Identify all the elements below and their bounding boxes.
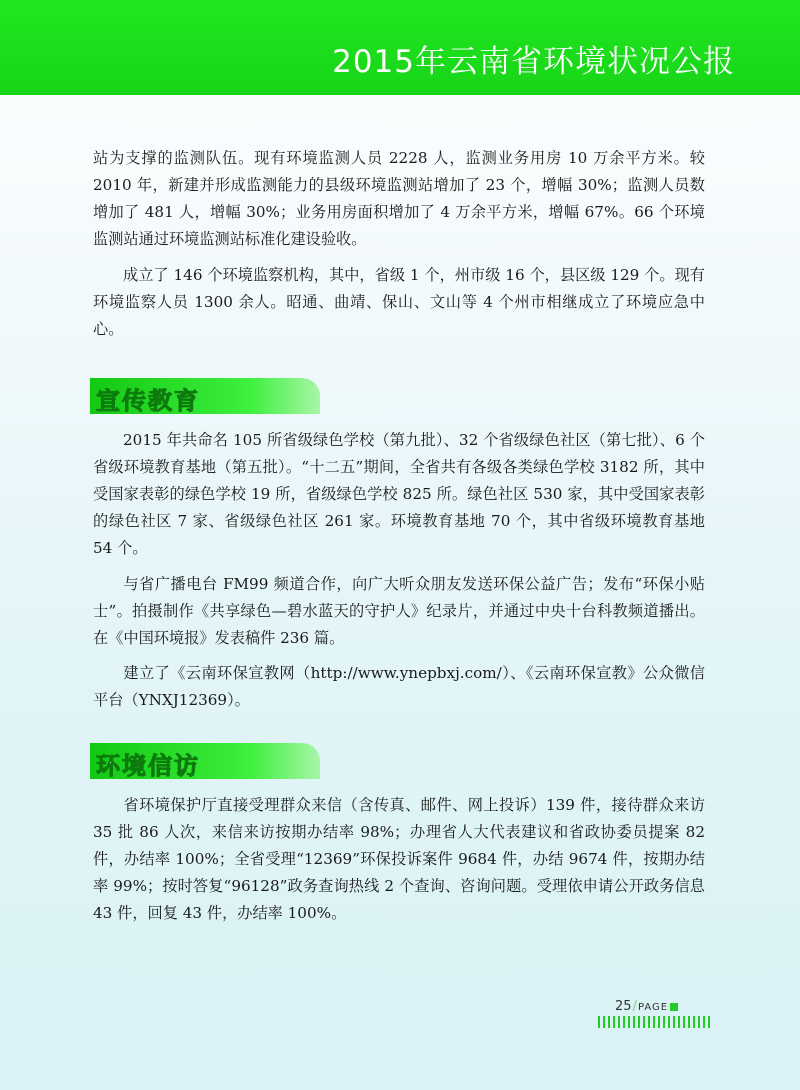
section-heading-label: 宣传教育 bbox=[96, 387, 200, 415]
section-heading-publicity bbox=[90, 378, 326, 416]
petition-paragraph-1-text: 省环境保护厅直接受理群众来信（含传真、邮件、网上投诉）139 件，接待群众来访 35 批 86 人次，来信来访按期办结率 98%；办理省人大代表建议和省政协委员提案 82 件，办结率 100%；全省受理“12369”环保投诉案件 9684 件，办结 9674 件，按期办结率 99%；按时答复“96128”政务查询热线 2 个查询、咨询问题。受理依申请公开政务信息 43 件，回复 43 件，办结率 100%。 bbox=[93, 796, 705, 922]
section-heading-petition bbox=[90, 743, 326, 781]
page-number-value: 25 bbox=[615, 999, 632, 1014]
section-heading-label: 环境信访 bbox=[96, 752, 200, 780]
publicity-paragraph-3 bbox=[93, 660, 705, 714]
intro-paragraph-1 bbox=[93, 145, 705, 253]
page-label: PAGE bbox=[637, 1002, 669, 1013]
publicity-paragraph-2-text: 与省广播电台 FM99 频道合作，向广大听众朋友发送环保公益广告；发布“环保小贴士”。拍摄制作《共享绿色—碧水蓝天的守护人》纪录片，并通过中央十台科教频道播出。在《中国环境报》发表稿件 236 篇。 bbox=[93, 575, 705, 647]
page-stripes-decoration bbox=[598, 1016, 710, 1028]
page-number bbox=[615, 999, 678, 1014]
page-slash: / bbox=[632, 999, 637, 1014]
publicity-paragraph-3-text: 建立了《云南环保宣教网（http://www.ynepbxj.com/）、《云南环保宣教》公众微信平台（YNXJ12369）。 bbox=[93, 664, 705, 709]
page-square-icon bbox=[670, 1003, 678, 1011]
page-title: 2015年云南省环境状况公报 bbox=[332, 44, 735, 80]
intro-paragraph-2 bbox=[93, 262, 705, 343]
publicity-paragraph-1 bbox=[93, 427, 705, 562]
intro-paragraph-1-text: 站为支撑的监测队伍。现有环境监测人员 2228 人，监测业务用房 10 万余平方米。较 2010 年，新建并形成监测能力的县级环境监测站增加了 23 个，增幅 30%；监测人员数增加了 481 人，增幅 30%；业务用房面积增加了 4 万余平方米，增幅 67%。66 个环境监测站通过环境监测站标准化建设验收。 bbox=[93, 149, 705, 248]
publicity-paragraph-2 bbox=[93, 571, 705, 652]
intro-paragraph-2-text: 成立了 146 个环境监察机构，其中，省级 1 个，州市级 16 个，县区级 129 个。现有环境监察人员 1300 余人。昭通、曲靖、保山、文山等 4 个州市相继成立了环境应急中心。 bbox=[93, 266, 705, 338]
publicity-paragraph-1-text: 2015 年共命名 105 所省级绿色学校（第九批）、32 个省级绿色社区（第七批）、6 个省级环境教育基地（第五批）。“十二五”期间，全省共有各级各类绿色学校 3182 所，其中受国家表彰的绿色学校 19 所，省级绿色学校 825 所。绿色社区 530 家，其中受国家表彰的绿色社区 7 家、省级绿色社区 261 家。环境教育基地 70 个，其中省级环境教育基地 54 个。 bbox=[93, 431, 705, 557]
petition-paragraph-1 bbox=[93, 792, 705, 927]
